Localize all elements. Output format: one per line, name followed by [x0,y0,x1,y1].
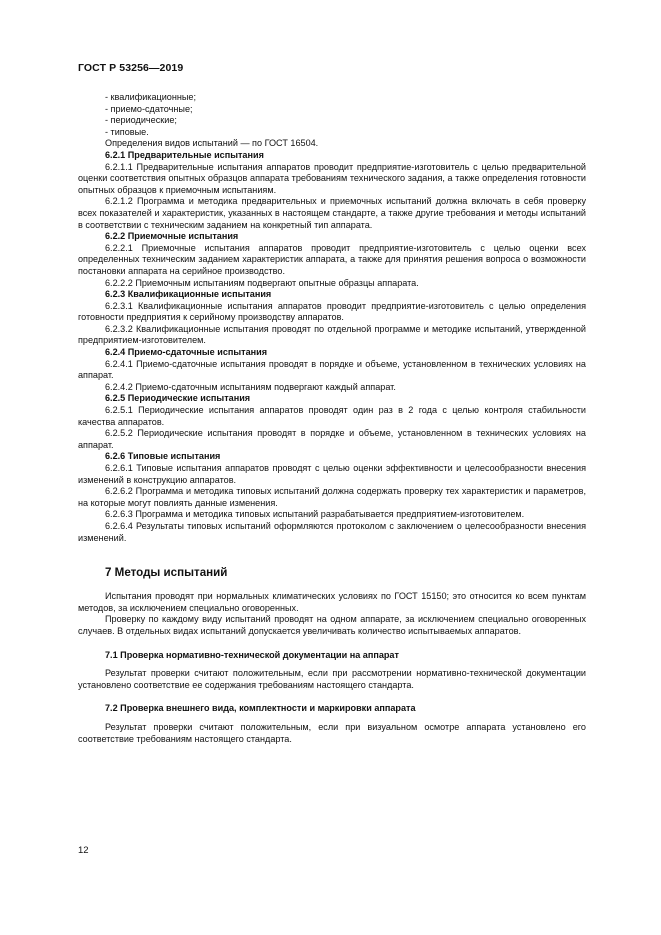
paragraph-7-2: Проверку по каждому виду испытаний проводят на одном аппарате, за исключением специально оговоренных случаев. В отдельных видах испытаний допускается увеличивать количество испытываемых аппаратов. [78,614,586,636]
list-item: - квалификационные; [105,92,197,102]
list-item: - периодические; [105,115,177,126]
section-heading-7-1: 7.1 Проверка нормативно-технической документации на аппарат [105,649,399,660]
paragraph-6-2-2-2: 6.2.2.2 Приемочным испытаниям подвергают опытные образцы аппарата. [105,277,419,288]
section-heading-6-2-1: 6.2.1 Предварительные испытания [105,149,264,160]
paragraph-7-1: Испытания проводят при нормальных климатических условиях по ГОСТ 15150; это относится ко всем пунктам методов, за исключением специально оговоренных. [78,591,586,613]
section-heading-6-2-6: 6.2.6 Типовые испытания [105,451,221,462]
paragraph-6-2-5-2: 6.2.5.2 Периодические испытания проводят в порядке и объеме, установленном в технических условиях на аппарат. [78,428,586,450]
paragraph-7-2-1: Результат проверки считают положительным, если при визуальном осмотре аппарата установлено его соответствие требованиям настоящего стандарта. [78,721,586,744]
paragraph-6-2-6-1: 6.2.6.1 Типовые испытания аппаратов проводят с целью оценки эффективности и целесообразности внесения изменений в конструкцию аппаратов. [78,463,586,485]
paragraph-6-2-4-1: 6.2.4.1 Приемо-сдаточные испытания проводят в порядке и объеме, установленном в технических условиях на аппарат. [78,358,586,381]
paragraph-6-2-5-1: 6.2.5.1 Периодические испытания аппаратов проводят один раз в 2 года с целью контроля стабильности качества аппаратов. [78,405,586,427]
document-body [78,92,586,745]
page-number: 12 [78,845,89,856]
list-item: - типовые. [105,126,149,137]
section-heading-6-2-3: 6.2.3 Квалификационные испытания [105,289,272,300]
paragraph-6-2-2-1: 6.2.2.1 Приемочные испытания аппаратов проводит предприятие-изготовитель с целью оценки всех определенных техническим заданием характеристик аппарата, а также для принятия решения вопроса о возможности постановки аппарата на серийное производство. [78,242,586,276]
paragraph-6-2-6-3: 6.2.6.3 Программа и методика типовых испытаний разрабатывается предприятием-изготовителем. [105,509,525,520]
intro-paragraph: Определения видов испытаний — по ГОСТ 16504. [105,138,319,149]
section-heading-6-2-5: 6.2.5 Периодические испытания [105,393,251,404]
paragraph-6-2-6-4: 6.2.6.4 Результаты типовых испытаний оформляются протоколом с заключением о целесообразности внесения изменений. [78,520,586,543]
paragraph-7-1-1: Результат проверки считают положительным, если при рассмотрении нормативно-технической документации установлено соответствие ее содержания требованиям настоящего стандарта. [78,668,586,690]
paragraph-6-2-3-1: 6.2.3.1 Квалификационные испытания аппаратов проводит предприятие-изготовитель с целью определения готовности предприятия к серийному производству аппаратов. [78,300,586,323]
section-heading-7: 7 Методы испытаний [105,566,228,580]
list-item: - приемо-сдаточные; [105,103,193,114]
section-heading-6-2-2: 6.2.2 Приемочные испытания [105,231,239,242]
section-heading-6-2-4: 6.2.4 Приемо-сдаточные испытания [105,347,268,358]
paragraph-6-2-1-2: 6.2.1.2 Программа и методика предварительных и приемочных испытаний должна включать в себя проверку всех показателей и характеристик, указанных в настоящем стандарте, а также другие требования и методы испытаний в соответствии с техническим заданием на конкретный тип аппарата. [78,196,586,230]
document-code-header: ГОСТ Р 53256—2019 [78,62,184,74]
section-heading-7-2: 7.2 Проверка внешнего вида, комплектности и маркировки аппарата [105,703,416,714]
paragraph-6-2-4-2: 6.2.4.2 Приемо-сдаточным испытаниям подвергают каждый аппарат. [105,381,396,392]
paragraph-6-2-6-2: 6.2.6.2 Программа и методика типовых испытаний должна содержать проверку тех характеристик и параметров, на которые могут повлиять данные изменения. [78,486,586,508]
paragraph-6-2-1-1: 6.2.1.1 Предварительные испытания аппаратов проводит предприятие-изготовитель с целью предварительной оценки соответствия опытных образцов аппарата требованиям технического задания, а также определения готовности опытных образцов к приемочным испытаниям. [78,161,586,195]
paragraph-6-2-3-2: 6.2.3.2 Квалификационные испытания проводят по отдельной программе и методике испытаний, утвержденной предприятием-изготовителем. [78,323,586,346]
